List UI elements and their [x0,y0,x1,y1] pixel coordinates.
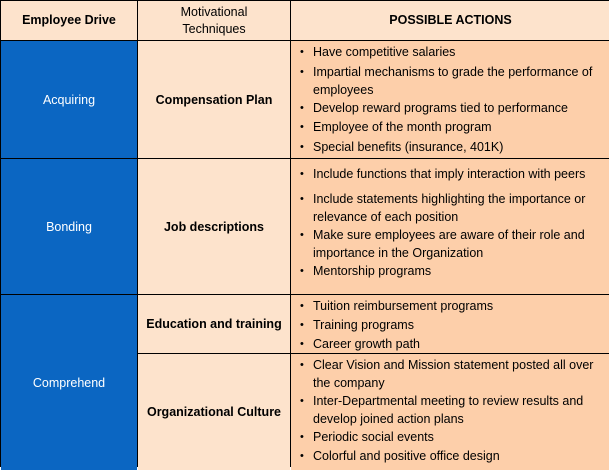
action-item: • Training programs [297,316,606,335]
technique-job-descriptions [138,159,290,294]
header-employee-drive-label: Employee Drive [22,13,116,27]
drive-label: Comprehend [32,375,106,390]
technique-label: Compensation Plan [155,92,273,107]
technique-label: Organizational Culture [146,405,282,419]
action-list [297,297,606,354]
header-employee-drive [1,1,137,40]
action-item: • Career growth path [297,335,606,354]
action-list [297,43,606,157]
action-item: • Employee of the month program [297,118,606,138]
drive-comprehend [1,295,137,470]
action-item: • Include statements highlighting the importance or relevance of each position [297,190,606,226]
action-item: • Colorful and positive office design [297,447,606,466]
drive-bonding [1,159,137,294]
action-list [297,356,606,466]
action-item: • Impartial mechanisms to grade the performance of employees [297,63,606,99]
technique-compensation-plan [138,41,290,158]
action-item: • Inter-Departmental meeting to review results and develop joined action plans [297,392,606,428]
action-item: • Clear Vision and Mission statement posted all over the company [297,356,606,392]
technique-education-and-training [138,295,290,353]
actions-education-and-training [291,295,609,353]
drive-label: Acquiring [42,92,96,107]
header-possible-actions-label: POSSIBLE ACTIONS [389,13,512,27]
drive-label: Bonding [46,219,92,234]
drive-acquiring [1,41,137,158]
technique-label: Job descriptions [163,219,265,234]
action-item: • Mentorship programs [297,262,606,281]
actions-organizational-culture [291,354,609,470]
technique-organizational-culture [138,354,290,470]
action-item: • Periodic social events [297,428,606,447]
actions-compensation-plan [291,41,609,158]
action-item: • Include functions that imply interaction with peers [297,165,606,184]
action-item: • Make sure employees are aware of their role and importance in the Organization [297,226,606,262]
header-possible-actions [291,1,609,40]
technique-label: Education and training [146,317,282,331]
header-motivational-techniques [138,1,290,40]
action-item: • Special benefits (insurance, 401K) [297,138,606,158]
action-item: • Develop reward programs tied to performance [297,99,606,119]
action-item: • Have competitive salaries [297,43,606,63]
action-item: • Tuition reimbursement programs [297,297,606,316]
header-techniques-line1: Motivational [180,4,248,19]
header-techniques-line2: Techniques [182,21,246,36]
action-list [297,165,606,281]
actions-job-descriptions [291,159,609,294]
